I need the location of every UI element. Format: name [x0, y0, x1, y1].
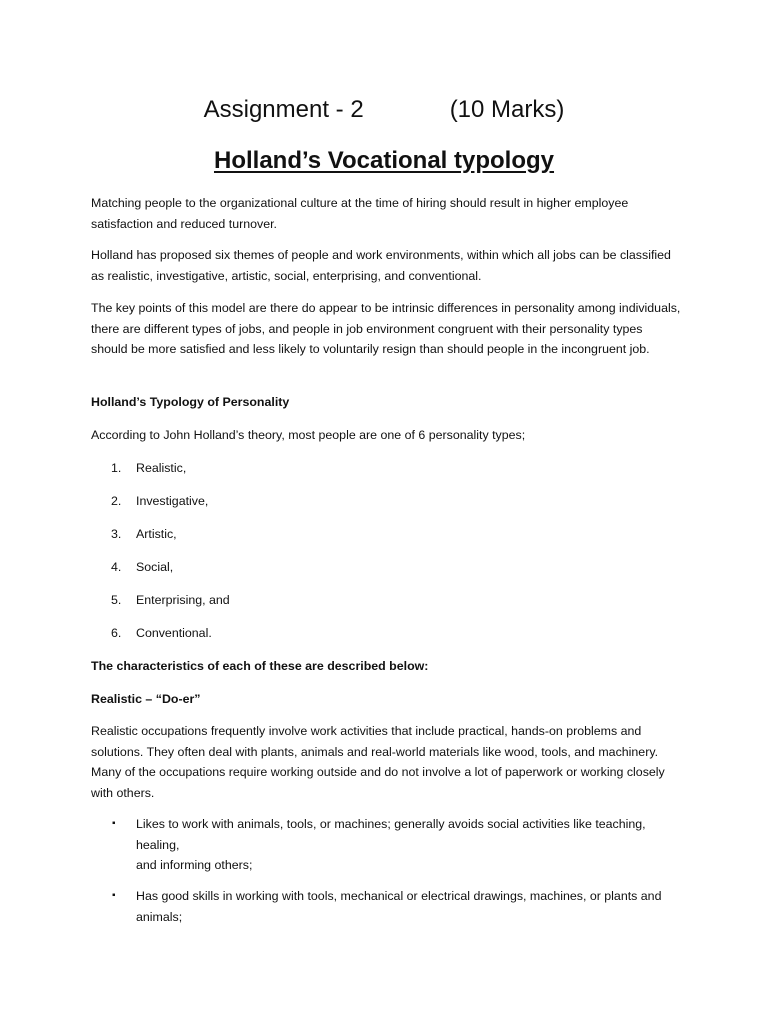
list-label: Artistic,: [136, 527, 177, 541]
list-item-conventional: [111, 623, 212, 643]
document-title: Holland’s Vocational typology: [213, 147, 555, 174]
square-bullet-icon: ▪: [112, 890, 116, 901]
list-label: Realistic,: [136, 461, 187, 475]
list-number: 2.: [111, 494, 122, 508]
list-number: 5.: [111, 593, 122, 607]
list-label: Enterprising, and: [136, 593, 230, 607]
list-number: 1.: [111, 461, 122, 475]
assignment-label: Assignment - 2: [203, 96, 364, 123]
list-item-enterprising: [111, 590, 230, 610]
paragraph-matching: Matching people to the organizational culture at the time of hiring should result in higher employee satisfaction and reduced turnover.: [91, 196, 629, 231]
bullet-text: [136, 886, 671, 927]
section-heading-typology: Holland’s Typology of Personality: [91, 395, 290, 409]
list-item-realistic: [111, 458, 186, 478]
realistic-heading: Realistic – “Do-er”: [91, 692, 201, 706]
paragraph-intro: According to John Holland’s theory, most people are one of 6 personality types;: [91, 428, 526, 442]
paragraph-themes: Holland has proposed six themes of people and work environments, within which all jobs can be classified as realistic, investigative, artistic, social, enterprising, and conventional.: [91, 248, 671, 283]
bullet-line: and informing others;: [136, 858, 253, 872]
list-item-artistic: [111, 524, 177, 544]
list-number: 4.: [111, 560, 122, 574]
bullet-line: animals;: [136, 909, 183, 924]
paragraph-key-points: The key points of this model are there do appear to be intrinsic differences in personality among individuals, there are different types of jobs, and people in job environment congruent with their personality types should be more satisfied and less likely to voluntarily resign than should people in the incongruent job.: [91, 301, 681, 357]
bullet-line: Likes to work with animals, tools, or machines; generally avoids social activities like teaching,: [136, 817, 646, 831]
square-bullet-icon: ▪: [112, 818, 116, 829]
list-label: Conventional.: [136, 626, 212, 640]
bullet-text: [136, 814, 671, 876]
bullet-line: healing,: [136, 837, 180, 852]
assignment-header: [0, 94, 768, 126]
assignment-marks: (10 Marks): [449, 96, 565, 123]
list-number: 6.: [111, 626, 122, 640]
list-item-social: [111, 557, 173, 577]
list-number: 3.: [111, 527, 122, 541]
list-label: Social,: [136, 560, 174, 574]
paragraph-realistic-description: Realistic occupations frequently involve work activities that include practical, hands-on problems and solutions. They often deal with plants, animals and real-world materials like wood, tools, and machinery. Many of the occupations require working outside and do not involve a lot of paperwork or working closely with others.: [91, 724, 665, 800]
list-item-investigative: [111, 491, 208, 511]
characteristics-heading: The characteristics of each of these are described below:: [91, 659, 429, 673]
bullet-line: Has good skills in working with tools, mechanical or electrical drawings, machines, or plants and: [136, 889, 662, 903]
list-label: Investigative,: [136, 494, 209, 508]
